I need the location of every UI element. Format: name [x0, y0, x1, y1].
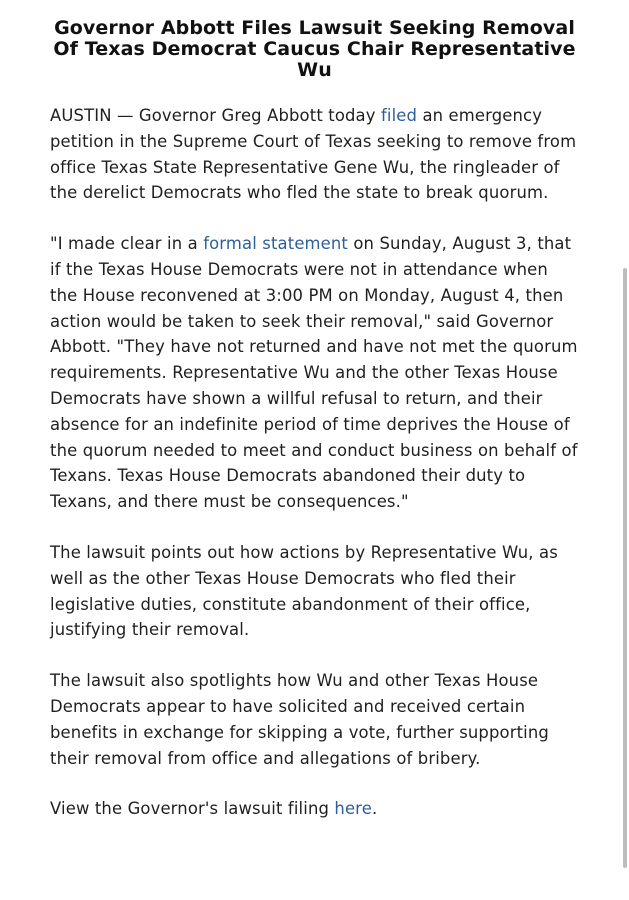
paragraph-intro-text-end: an emergency petition in the Supreme Court of Texas seeking to remove from office Texas State Representative Gene Wu, the ringleader of the derelict Democrats who fled the state to break quorum. [50, 106, 577, 203]
paragraph-abandonment: The lawsuit points out how actions by Representative Wu, as well as the other Texas House Democrats who fled their legislative duties, constitute abandonment of their office, justifying their removal. [50, 542, 558, 640]
filed-link[interactable]: filed [380, 106, 418, 125]
paragraph-bribery: The lawsuit also spotlights how Wu and other Texas House Democrats appear to have solicited and received certain benefits in exchange for skipping a vote, further supporting their removal from office and allegations of bribery. [50, 671, 549, 768]
paragraph-view-filing-text-end: . [371, 799, 378, 819]
paragraph-intro [50, 103, 579, 206]
paragraph-quote-text-start: "I made clear in a [50, 234, 204, 254]
paragraph-view-filing-text-start: View the Governor's lawsuit filing [50, 799, 335, 819]
paragraph-quote-text-end: on Sunday, August 3, that if the Texas House Democrats were not in attendance when the House reconvened at 3:00 PM on Monday, August 4, then action would be taken to seek their removal," said Governor Abbott. "They have not returned and have not met the quorum requirements. Representative Wu and the other Texas House Democrats have shown a willful refusal to return, and their absence for an indefinite period of time deprives the House of the quorum needed to meet and conduct business on behalf of Texans. Texas House Democrats abandoned their duty to Texans, and there must be consequences." [50, 234, 578, 512]
paragraph-view-filing [50, 796, 579, 822]
formal-statement-link[interactable]: formal statement [203, 234, 349, 254]
paragraph-quote [50, 231, 579, 515]
paragraph-intro-text-start: AUSTIN — Governor Greg Abbott today [50, 106, 381, 125]
scrollbar[interactable] [623, 268, 627, 868]
article-title: Governor Abbott Files Lawsuit Seeking Removal Of Texas Democrat Caucus Chair Representative Wu [53, 17, 576, 81]
here-link[interactable]: here [334, 799, 372, 819]
